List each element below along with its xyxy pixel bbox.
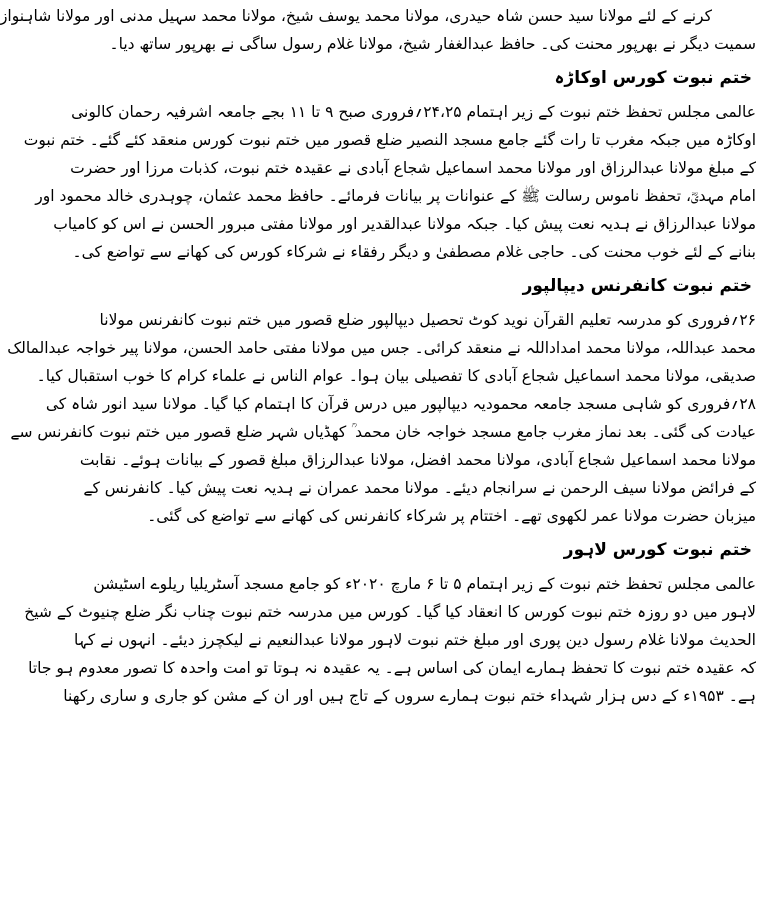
text-line: بنانے کے لئے خوب محنت کی۔ حاجی غلام مصطفیٰ و دیگر رفقاء نے شرکاء کورس کی کھانے سے تواضع کی۔: [72, 243, 756, 261]
section-heading: ختم نبوت کانفرنس دیپالپور: [522, 276, 752, 296]
text-line: سمیت دیگر نے بھرپور محنت کی۔ حافظ عبدالغفار شیخ، مولانا غلام رسول ساگی نے بھرپور ساتھ دیا۔: [109, 35, 756, 53]
section-heading: ختم نبوت کورس اوکاڑہ: [554, 68, 752, 88]
text-line: عالمی مجلس تحفظ ختم نبوت کے زیر اہتمام ۵ تا ۶ مارچ ۲۰۲۰ء کو جامع مسجد آسٹریلیا ریلوے اسٹیشن: [93, 575, 756, 593]
text-line: کے فرائض مولانا سیف الرحمن نے سرانجام دیئے۔ مولانا محمد عمران نے ہدیہ نعت پیش کیا۔ کانفرنس کے: [83, 479, 756, 497]
section-dipalpur: [7, 266, 756, 530]
text-line: ۲۸؍فروری کو شاہی مسجد جامعہ محمودیہ دیپالپور میں درس قرآن کا اہتمام کیا گیا۔ مولانا سید انور شاہ کی: [45, 395, 756, 413]
text-line: صدیقی، مولانا محمد اسماعیل شجاع آبادی کا تفصیلی بیان ہوا۔ عوام الناس نے علماء کرام کا خوب استقبال کیا۔: [36, 367, 756, 385]
text-line: امام مہدیؓ، تحفظ ناموس رسالت ﷺ کے عنوانات پر بیانات فرمائے۔ حافظ محمد عثمان، چوہدری خالد محمود اور: [35, 187, 756, 205]
text-line: عیادت کی گئی۔ بعد نماز مغرب جامع مسجد خواجہ خان محمد ؒ کھڈیاں شہر ضلع قصور میں ختم نبوت کانفرنس سے: [10, 423, 756, 441]
text-line: لاہور میں دو روزہ ختم نبوت کورس کا انعقاد کیا گیا۔ کورس میں مدرسہ ختم نبوت چناب نگر ضلع چنیوٹ کے شیخ: [24, 603, 756, 621]
text-line: الحدیث مولانا غلام رسول دین پوری اور مبلغ ختم نبوت لاہور مولانا عبدالنعیم نے لیکچرز دیئے۔ انہوں نے کہا: [74, 631, 756, 649]
text-line: محمد عبداللہ، مولانا محمد امداداللہ نے منعقد کرائی۔ جس میں مولانا مفتی حامد الحسن، مولانا پیر خواجہ عبدالمالک: [7, 339, 756, 357]
text-line: مولانا محمد اسماعیل شجاع آبادی، مولانا محمد افضل، مولانا عبدالرزاق مبلغ قصور کے بیانات ہوئے۔ نقابت: [79, 451, 756, 469]
text-line: اوکاڑہ میں جبکہ مغرب تا رات گئے جامع مسجد النصیر ضلع قصور میں ختم نبوت کورس منعقد کئے گئے۔ ختم نبوت: [23, 131, 756, 149]
text-line: ۲۶؍فروری کو مدرسہ تعلیم القرآن نوید کوٹ تحصیل دیپالپور ضلع قصور میں ختم نبوت کانفرنس مولانا: [99, 311, 756, 329]
text-line: ہے۔ ۱۹۵۳ء کے دس ہزار شہداء ختم نبوت ہمارے سروں کے تاج ہیں اور ان کے مشن کو جاری و ساری رکھنا: [63, 687, 756, 705]
text-line: مولانا عبدالرزاق نے ہدیہ نعت پیش کیا۔ جبکہ مولانا عبدالقدیر اور مولانا مفتی مبرور الحسن نے اس کو کامیاب: [53, 215, 756, 233]
text-line: کہ عقیدہ ختم نبوت کا تحفظ ہمارے ایمان کی اساس ہے۔ یہ عقیدہ نہ ہوتا تو امت واحدہ کا تصور معدوم ہو جاتا: [28, 659, 756, 677]
section-okara: [23, 58, 756, 266]
section-heading: ختم نبوت کورس لاہور: [563, 540, 752, 560]
section-lahore: [24, 530, 756, 710]
text-line: کرنے کے لئے مولانا سید حسن شاہ حیدری، مولانا محمد یوسف شیخ، مولانا محمد سہیل مدنی اور مولانا شاہنواز: [0, 7, 712, 25]
intro-paragraph: [0, 2, 756, 58]
text-line: عالمی مجلس تحفظ ختم نبوت کے زیر اہتمام ۲۴،۲۵؍فروری صبح ۹ تا ۱۱ بجے جامعہ اشرفیہ رحمان کالونی: [71, 103, 756, 121]
text-line: کے مبلغ مولانا عبدالرزاق اور مولانا محمد اسماعیل شجاع آبادی نے عقیدہ ختم نبوت، کذبات مرزا اور حضرت: [70, 159, 756, 177]
text-line: میزبان حضرت مولانا عمر لکھوی تھے۔ اختتام پر شرکاء کانفرنس کی کھانے سے تواضع کی گئی۔: [147, 507, 756, 525]
